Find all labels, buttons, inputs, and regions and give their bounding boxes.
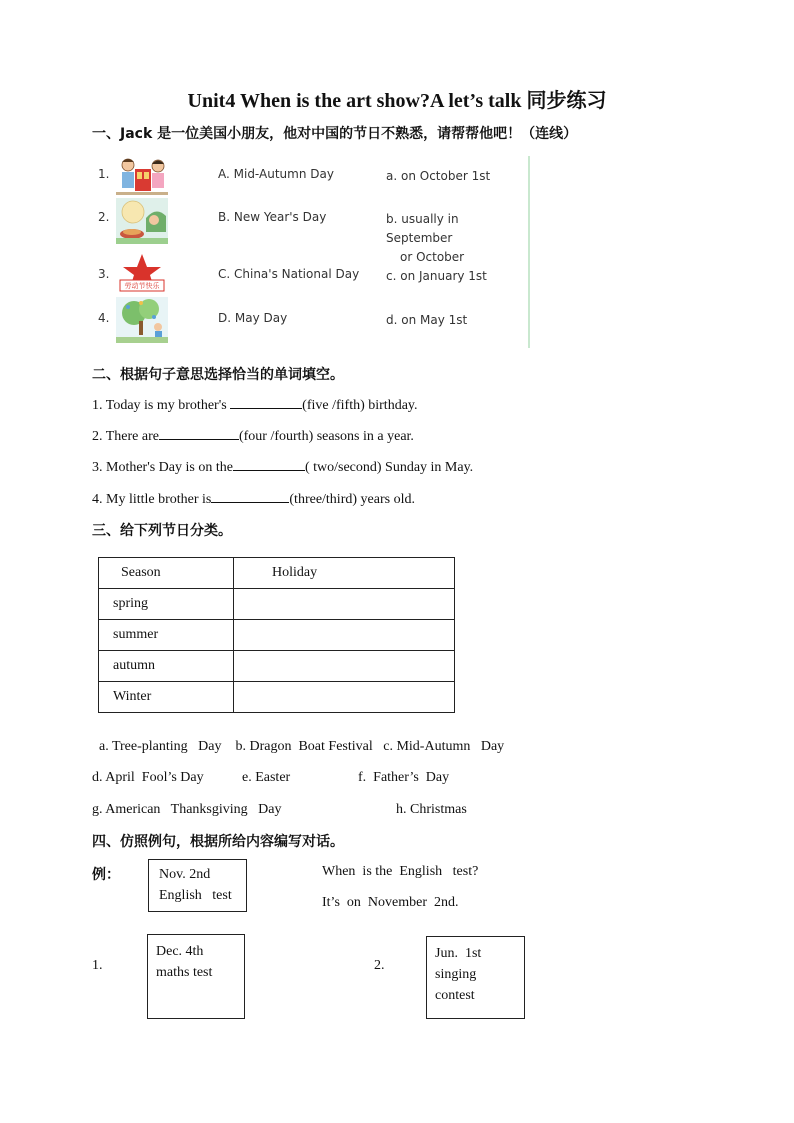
holiday-option: D. May Day [218, 311, 288, 325]
holiday-option-g: g. American Thanksgiving Day [92, 802, 282, 817]
box-line: Dec. 4th [156, 944, 204, 959]
date-answer: a. on October 1st [386, 169, 491, 183]
box-line: English test [159, 888, 232, 903]
answer-blank[interactable] [211, 490, 289, 503]
table-header-season: Season [99, 558, 234, 589]
answer-blank[interactable] [233, 458, 305, 471]
item-number: 2. [374, 958, 385, 973]
row-number: 2. [98, 210, 110, 224]
page-title: Unit4 When is the art show?A let’s talk 同步练习 [187, 90, 607, 112]
season-cell: spring [99, 589, 234, 620]
sentence-end: (four /fourth) seasons in a year. [238, 429, 414, 444]
match-row [92, 198, 528, 264]
fill-in-sentence [92, 490, 415, 508]
row-number: 4. [98, 311, 110, 325]
item-number: 1. [92, 958, 103, 973]
season-cell: Winter [99, 682, 234, 713]
answer-blank[interactable] [159, 427, 239, 440]
match-row [92, 156, 528, 200]
box-line: contest [435, 988, 475, 1003]
fill-in-sentence [92, 458, 473, 476]
date-answer: d. on May 1st [386, 313, 468, 327]
section-4-heading: 四、仿照例句，根据所给内容编写对话。 [92, 834, 344, 850]
season-cell: autumn [99, 651, 234, 682]
holiday-option: C. China's National Day [218, 267, 360, 281]
season-cell: summer [99, 620, 234, 651]
box-line: maths test [156, 965, 213, 980]
holiday-option: B. New Year's Day [218, 210, 327, 224]
panel-divider [528, 156, 530, 348]
holiday-option-e: e. Easter [242, 770, 291, 785]
date-answer: c. on January 1st [386, 269, 487, 283]
box-line: singing [435, 967, 477, 982]
holiday-option-f: f. Father’s Day [358, 770, 450, 785]
match-row [92, 297, 528, 345]
sentence-start: 2. There are [92, 429, 159, 444]
holiday-option-d: d. April Fool’s Day [92, 770, 204, 785]
sentence-end: (three/third) years old. [289, 492, 415, 507]
sentence-start: 3. Mother's Day is on the [92, 460, 233, 475]
table-header-row [99, 558, 455, 589]
section-2-heading: 二、根据句子意思选择恰当的单词填空。 [92, 367, 344, 383]
match-row [92, 252, 528, 296]
holiday-answer-cell[interactable] [234, 651, 455, 682]
box-line: Nov. 2nd [159, 867, 211, 882]
sentence-end: (five /fifth) birthday. [302, 398, 418, 413]
row-number: 3. [98, 267, 110, 281]
section-3-heading: 三、给下列节日分类。 [92, 523, 232, 539]
holiday-option-h: h. Christmas [396, 802, 467, 817]
info-box [426, 936, 525, 1019]
answer-blank[interactable] [230, 396, 302, 409]
example-info-box [148, 859, 247, 912]
holiday-options-line: a. Tree-planting Day b. Dragon Boat Festival c. Mid-Autumn Day [99, 739, 505, 754]
section-1-heading: 一、Jack 是一位美国小朋友，他对中国的节日不熟悉，请帮帮他吧！（连线） [92, 126, 578, 142]
date-answer-line: or October [400, 250, 465, 264]
season-holiday-table [98, 557, 455, 713]
matching-exercise [92, 152, 532, 348]
table-row [99, 589, 455, 620]
table-row [99, 651, 455, 682]
row-number: 1. [98, 167, 110, 181]
holiday-option: A. Mid-Autumn Day [218, 167, 334, 181]
holiday-answer-cell[interactable] [234, 682, 455, 713]
box-line: Jun. 1st [435, 946, 482, 961]
table-row [99, 682, 455, 713]
info-box [147, 934, 245, 1019]
table-header-holiday: Holiday [234, 558, 455, 589]
example-question: When is the English test? [322, 864, 479, 879]
moon-and-mooncake-icon [116, 198, 168, 244]
labour-day-badge-text: 劳动节快乐 [124, 282, 160, 290]
family-holding-red-card-icon [116, 156, 168, 196]
fill-in-sentence [92, 427, 414, 445]
fill-in-sentence [92, 396, 418, 414]
sentence-start: 1. Today is my brother's [92, 398, 231, 413]
table-row [99, 620, 455, 651]
example-label: 例： [92, 867, 120, 883]
date-answer-line: b. usually in September [386, 212, 459, 245]
sentence-end: ( two/second) Sunday in May. [304, 460, 474, 475]
tree-planting-icon [116, 297, 168, 343]
labour-day-star-icon [116, 252, 168, 292]
holiday-answer-cell[interactable] [234, 620, 455, 651]
sentence-start: 4. My little brother is [92, 492, 212, 507]
example-answer: It’s on November 2nd. [322, 895, 459, 910]
holiday-answer-cell[interactable] [234, 589, 455, 620]
